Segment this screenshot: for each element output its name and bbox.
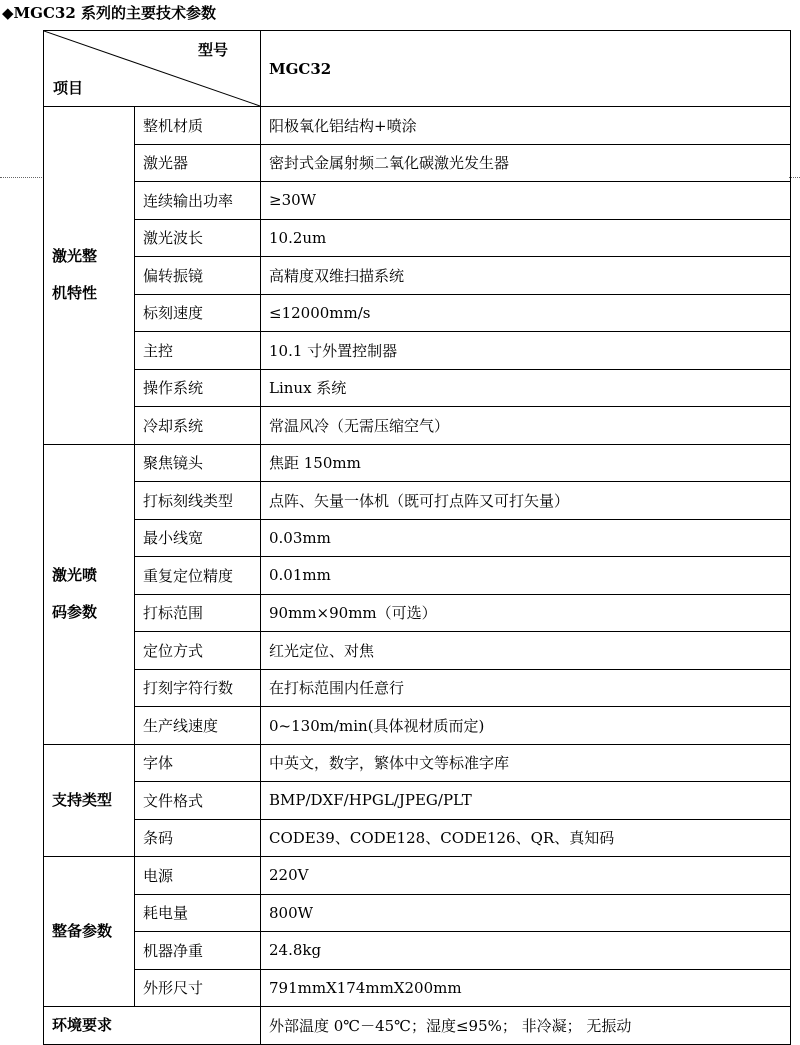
header-row — [44, 31, 791, 107]
spec-row — [44, 557, 791, 595]
group-label-line2: 码参数 — [52, 603, 98, 621]
spec-item-value: 10.2um — [261, 219, 791, 257]
spec-row — [44, 444, 791, 482]
group-label — [44, 744, 135, 857]
spec-item-label: 字体 — [135, 744, 261, 782]
spec-row — [44, 219, 791, 257]
spec-item-value: ≥30W — [261, 182, 791, 220]
spec-row — [44, 857, 791, 895]
environment-label: 环境要求 — [44, 1007, 261, 1045]
spec-item-value: 791mmX174mmX200mm — [261, 969, 791, 1007]
spec-item-value: 在打标范围内任意行 — [261, 669, 791, 707]
spec-item-label: 机器净重 — [135, 932, 261, 970]
spec-item-value: 点阵、矢量一体机（既可打点阵又可打矢量） — [261, 482, 791, 520]
spec-item-value: 24.8kg — [261, 932, 791, 970]
spec-item-label: 偏转振镜 — [135, 257, 261, 295]
spec-item-label: 冷却系统 — [135, 407, 261, 445]
spec-item-label: 耗电量 — [135, 894, 261, 932]
spec-row — [44, 144, 791, 182]
spec-item-label: 生产线速度 — [135, 707, 261, 745]
spec-item-label: 最小线宽 — [135, 519, 261, 557]
spec-item-value: 800W — [261, 894, 791, 932]
spec-item-value: 0.01mm — [261, 557, 791, 595]
group-label — [44, 444, 135, 744]
spec-item-label: 条码 — [135, 819, 261, 857]
spec-row — [44, 894, 791, 932]
spec-row — [44, 294, 791, 332]
spec-row — [44, 744, 791, 782]
spec-row — [44, 332, 791, 370]
spec-item-value: 10.1 寸外置控制器 — [261, 332, 791, 370]
spec-row — [44, 182, 791, 220]
header-diagonal-cell — [44, 31, 261, 107]
spec-item-label: 电源 — [135, 857, 261, 895]
group-label-line1: 激光整 — [52, 247, 98, 266]
spec-item-label: 打标刻线类型 — [135, 482, 261, 520]
group-label-line1: 激光喷 — [52, 566, 98, 584]
environment-row — [44, 1007, 791, 1045]
group-label — [44, 107, 135, 445]
spec-item-label: 整机材质 — [135, 107, 261, 145]
spec-item-value: 0.03mm — [261, 519, 791, 557]
spec-row — [44, 482, 791, 520]
document-title: ◆MGC32 系列的主要技术参数 — [2, 4, 216, 22]
spec-item-value: 常温风冷（无需压缩空气） — [261, 407, 791, 445]
spec-item-value: BMP/DXF/HPGL/JPEG/PLT — [261, 782, 791, 820]
spec-row — [44, 632, 791, 670]
spec-item-value: 中英文，数字，繁体中文等标准字库 — [261, 744, 791, 782]
spec-item-value: ≤12000mm/s — [261, 294, 791, 332]
spec-item-label: 主控 — [135, 332, 261, 370]
model-value: MGC32 — [261, 31, 791, 107]
spec-item-label: 重复定位精度 — [135, 557, 261, 595]
spec-row — [44, 819, 791, 857]
spec-item-value: 焦距 150mm — [261, 444, 791, 482]
spec-row — [44, 369, 791, 407]
group-label-line1: 支持类型 — [52, 790, 113, 809]
spec-item-label: 打标范围 — [135, 594, 261, 632]
spec-item-label: 打刻字符行数 — [135, 669, 261, 707]
spec-row — [44, 407, 791, 445]
spec-row — [44, 107, 791, 145]
spec-row — [44, 707, 791, 745]
spec-item-value: 阳极氧化铝结构+喷涂 — [261, 107, 791, 145]
spec-item-value: 高精度双维扫描系统 — [261, 257, 791, 295]
spec-item-value: 220V — [261, 857, 791, 895]
spec-item-label: 操作系统 — [135, 369, 261, 407]
spec-item-label: 激光器 — [135, 144, 261, 182]
spec-item-label: 激光波长 — [135, 219, 261, 257]
environment-value: 外部温度 0℃－45℃；湿度≤95%； 非冷凝； 无振动 — [261, 1007, 791, 1045]
group-label — [44, 857, 135, 1007]
spec-item-value: 红光定位、对焦 — [261, 632, 791, 670]
dotted-separator-left — [0, 177, 44, 178]
spec-item-value: 90mm×90mm（可选） — [261, 594, 791, 632]
spec-item-value: 密封式金属射频二氧化碳激光发生器 — [261, 144, 791, 182]
spec-row — [44, 594, 791, 632]
group-label-line2: 机特性 — [52, 284, 98, 303]
spec-item-label: 标刻速度 — [135, 294, 261, 332]
spec-item-label: 连续输出功率 — [135, 182, 261, 220]
spec-row — [44, 782, 791, 820]
spec-item-label: 外形尺寸 — [135, 969, 261, 1007]
spec-item-label: 聚焦镜头 — [135, 444, 261, 482]
spec-item-label: 定位方式 — [135, 632, 261, 670]
spec-item-value: Linux 系统 — [261, 369, 791, 407]
spec-row — [44, 932, 791, 970]
spec-item-label: 文件格式 — [135, 782, 261, 820]
spec-table — [43, 30, 791, 1045]
model-label: 型号 — [197, 41, 228, 59]
spec-item-value: 0~130m/min(具体视材质而定) — [261, 707, 791, 745]
spec-row — [44, 669, 791, 707]
spec-row — [44, 969, 791, 1007]
spec-row — [44, 257, 791, 295]
spec-row — [44, 519, 791, 557]
group-label-line1: 整备参数 — [52, 922, 113, 940]
spec-item-value: CODE39、CODE128、CODE126、QR、真知码 — [261, 819, 791, 857]
item-label: 项目 — [53, 79, 84, 97]
